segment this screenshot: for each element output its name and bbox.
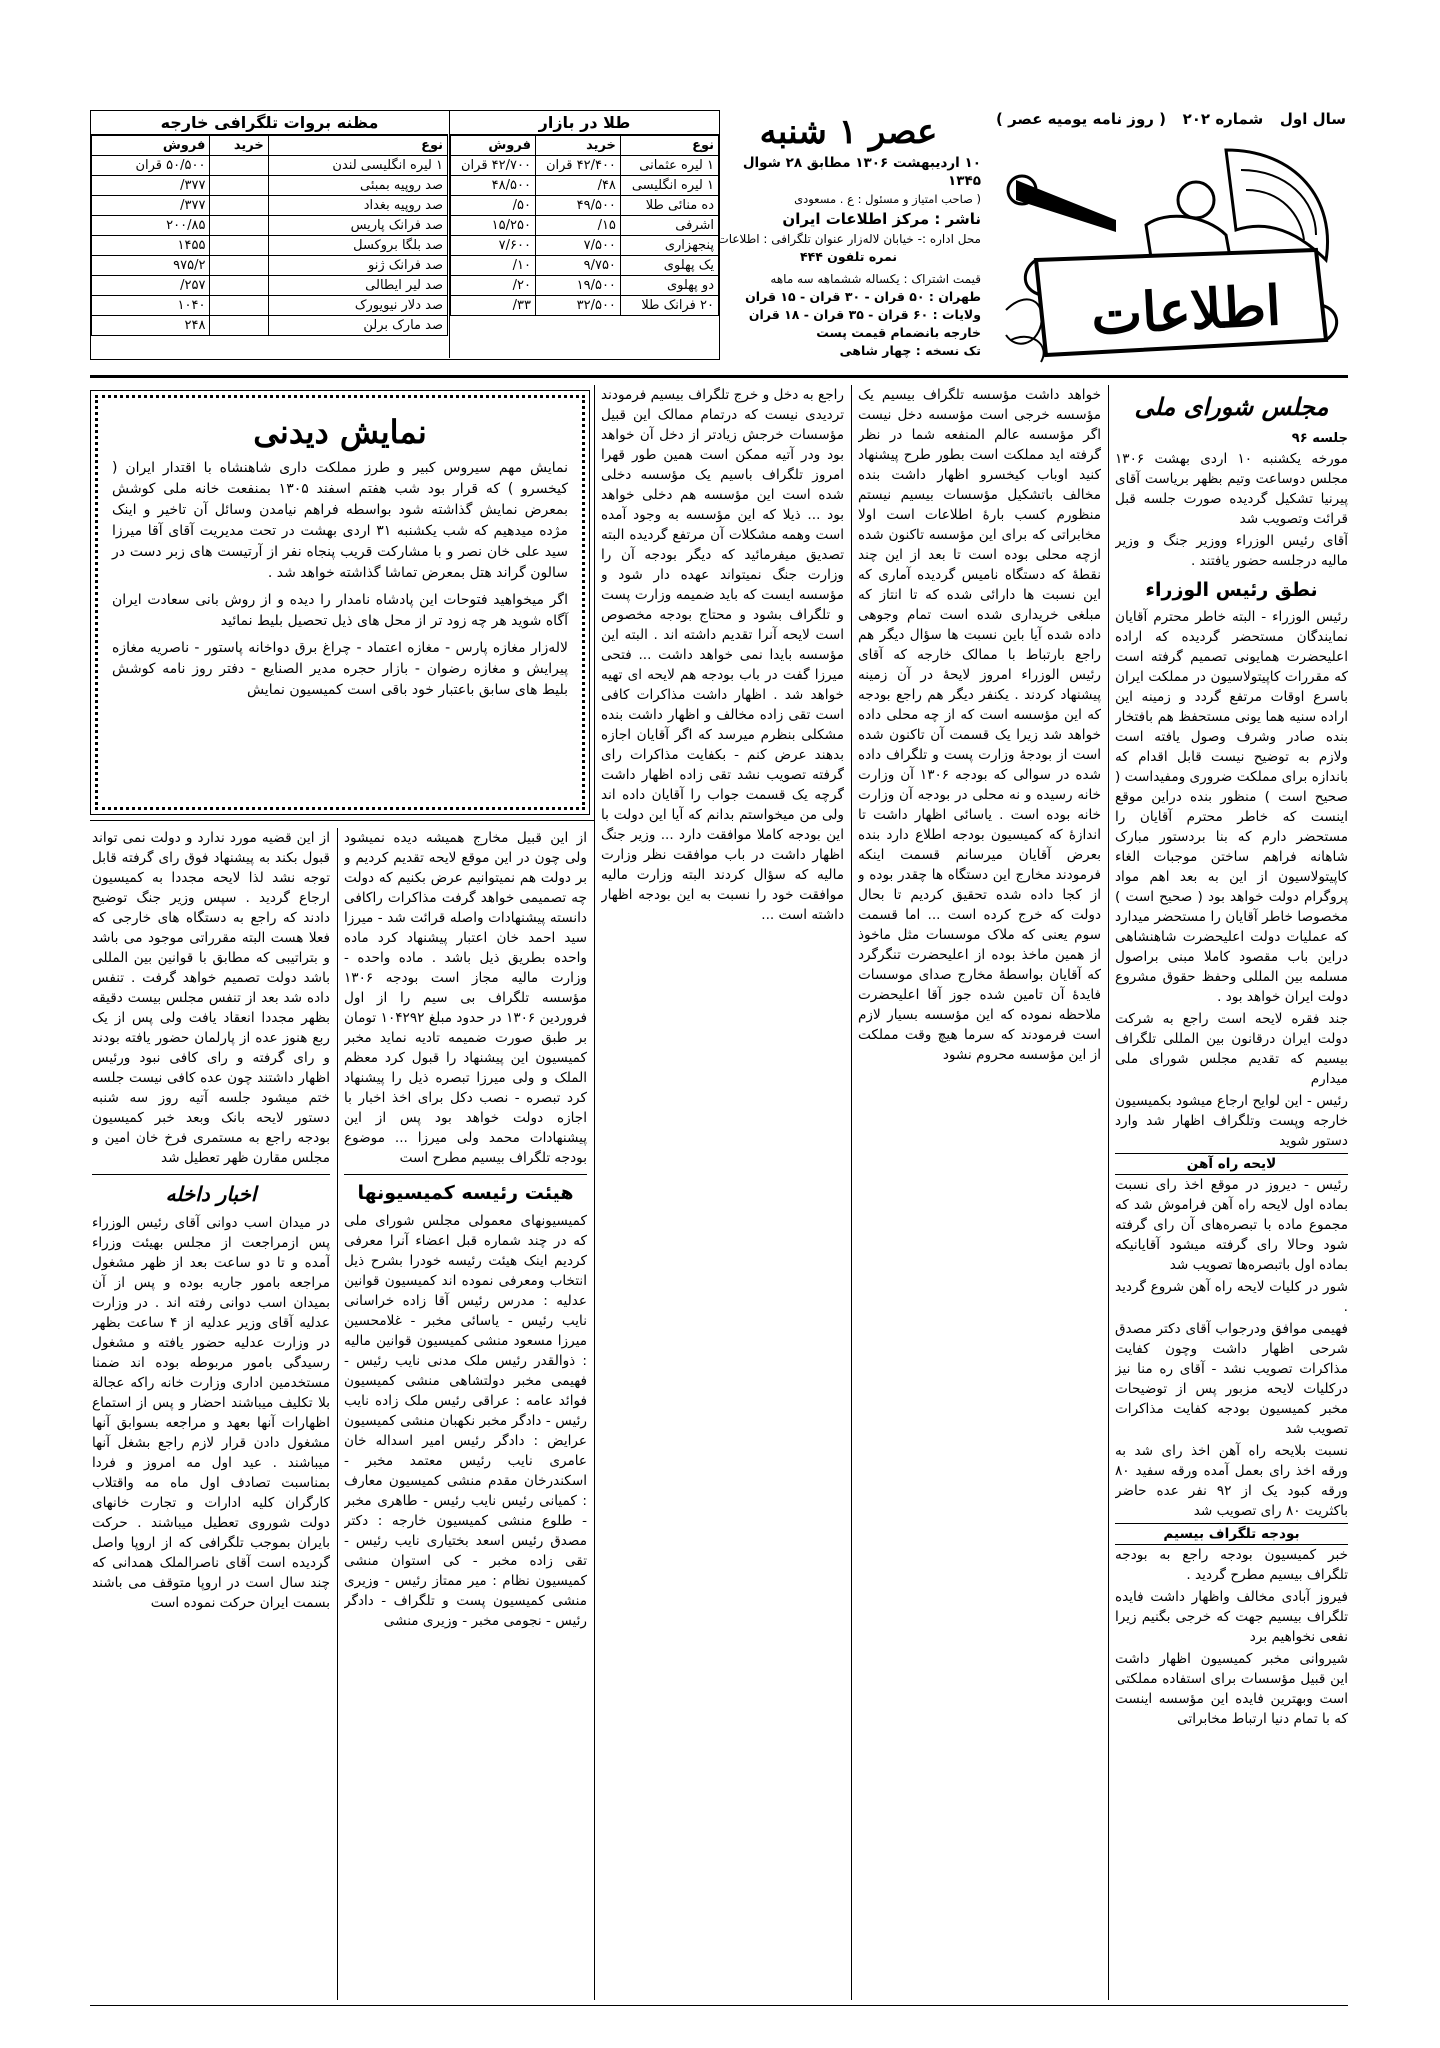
day-title: عصر ۱ شنبه bbox=[759, 112, 938, 152]
domestic-news-title: اخبار داخله bbox=[92, 1174, 330, 1213]
majlis-para: رئیس - دیروز در موقع اخذ رای نسبت بماده اول لایحه راه آهن فراموش شد که مجموع ماده با تبصره‌های آن رای گرفته شود وحالا رای گرفته میشود آقایانیکه بماده اول باتبصره‌ها تصویب شد bbox=[1115, 1177, 1348, 1273]
fx-table bbox=[91, 135, 448, 336]
owner-line: ( صاحب امتیاز و مسئول : ع . مسعودی bbox=[794, 192, 981, 206]
logo-text: اطلاعات bbox=[1089, 273, 1283, 347]
market-tables bbox=[90, 110, 720, 360]
section-divider bbox=[90, 820, 594, 821]
gold-table-cell: ۴۲/۴۰۰ قران bbox=[535, 156, 620, 176]
gold-table-row bbox=[451, 236, 719, 256]
fx-rates-title: مظنه بروات تلگرافی خارجه bbox=[91, 111, 448, 135]
majlis-title: مجلس شورای ملی bbox=[1134, 392, 1329, 421]
fx-table-cell: ۵۰/۵۰۰ قران bbox=[92, 156, 210, 176]
masthead bbox=[90, 110, 1346, 370]
column-5-top-text: از این قضیه مورد ندارد و دولت نمی تواند قبول بکند به پیشنهاد فوق رای گرفته قابل توجه نشد لذا لایحه مجددا به کمیسیون ارجاع گردید . سپس وزیر جنگ توضیح دادند که راجع به دستگاه های خارجی که فعلا هست البته مقرراتی موجود می باشد و بتراتیبی که مطابق با قوانین بین المللی باشد دولت تصمیم خواهد گرفت . تنفس داده شد بعد از تنفس مجلس بیست دقیقه بظهر مجددا انعقاد یافت ولی پس از یک ربع هنوز عده از پارلمان حضور یافته بودند و رای گرفته و رای کافی نبود ورئیس اظهار داشتند چون عده کافی نیست جلسه ختم میشود جلسه آتیه روز سه شنبه دستور لایحه بانک وبعد خبر کمیسیون بودجه راجع به مستمری فرخ خان امین و مجلس مقارن ظهر تعطیل شد bbox=[92, 830, 330, 1166]
majlis-para: مورخه یکشنبه ۱۰ اردی بهشت ۱۳۰۶ مجلس دوساعت وتیم بظهر بریاست آقای پیرنیا تشکیل گردیده صورت جلسه قبل قرائت وتصویب شد bbox=[1115, 451, 1348, 527]
column-rule bbox=[594, 385, 595, 2000]
column-5 bbox=[92, 828, 330, 2000]
pm-speech-title: نطق رئیس الوزراء bbox=[1145, 579, 1318, 601]
fx-table-cell: صد فرانک پاریس bbox=[268, 216, 447, 236]
fx-table-cell: صد روپیه بغداد bbox=[268, 196, 447, 216]
fx-table-cell: ۱ لیره انگلیسی لندن bbox=[268, 156, 447, 176]
fx-table-cell bbox=[210, 156, 268, 176]
majlis-session: جلسه ۹۶ bbox=[1291, 431, 1348, 446]
fx-table-cell: ۱۴۵۵ bbox=[92, 236, 210, 256]
fx-table-cell bbox=[210, 236, 268, 256]
fx-table-cell: صد مارک برلن bbox=[268, 316, 447, 336]
fx-table-cell bbox=[210, 176, 268, 196]
gold-table-header-cell: فروش bbox=[451, 136, 536, 156]
fx-table-cell: ۲۵۷/ bbox=[92, 276, 210, 296]
fx-table-header-cell: خرید bbox=[210, 136, 268, 156]
majlis-para: خبر کمیسیون بودجه راجع به بودجه تلگراف بیسیم مطرح گردید . bbox=[1115, 1547, 1348, 1583]
exhibition-ad bbox=[95, 395, 585, 810]
column-2-text: خواهد داشت مؤسسه تلگراف بیسیم یک مؤسسه خرجی است مؤسسه دخل نیست اگر مؤسسه عالم المنفعه شما در نظر گرفته اید مملکت است بطور طرح پیشنهاد کنید اوباب کیخسرو اظهار داشت بنده مخالف باتشکیل مؤسسات بیسیم نیستم منظورم کسب بارهٔ اطلاعات است اولا مخابراتی که برای این مؤسسه تاکنون شده ازچه محلی بوده است تا بعد از این چند نقطهٔ که دستگاه نامیس گردیده آماری که این نسبت ها دارائی شده که تا انتاز که مبلغی خریداری شده است تمام وجوهی داده شده آیا باین نسبت ها سؤال دیگر هم راجع بارتباط با ممالک خارجه که آقای رئیس الوزراء امروز لایحهٔ در آن زمینه پیشنهاد کردند . یکنفر دیگر هم راجع بودجه که این مؤسسه است که از چه محلی داده خواهد شد زیرا یک قسمت آن تاکنون شده است از بودجهٔ وزارت پست و تلگراف داده شده در سوالی که بودجه ۱۳۰۶ آن وزارت خانه رسیده و نه محلی در بودجه آن وزارت خانه بوده است . یاسائی اظهار داشت تا اندازهٔ که کمیسیون بودجه اطلاع دارد بنده بعرض آقایان میرسانم قسمت اینکه فرمودند مخارج این دستگاه ها چقدر بوده و از کجا داده شده تحقیق کردیم تا بحال دولت که خرج کرده است ... اما قسمت سوم یعنی که ملاک موسسات مثل ماخوذ از همین ماخذ بوده از اعلیحضرت تنگرگرد که آقایان بواسطهٔ مخارج صدای موسسات فایدهٔ آن تامین شده جوز آقا اعلیحضرت ملاحظه نموده که این مؤسسه بسیار لازم است فرمودند که سرما هیچ وقت مملکت از این مؤسسه محروم نشود bbox=[858, 387, 1101, 1063]
fx-table-row bbox=[92, 216, 448, 236]
fx-table-row bbox=[92, 296, 448, 316]
fx-table-cell: صد روپیه بمبئی bbox=[268, 176, 447, 196]
gold-table-cell: ۹/۷۵۰ bbox=[535, 256, 620, 276]
fx-table-row bbox=[92, 176, 448, 196]
column-rule bbox=[1108, 385, 1109, 2000]
gold-table-cell: اشرفی bbox=[620, 216, 718, 236]
gold-table-row bbox=[451, 196, 719, 216]
gold-table-cell: ۱۵/۲۵۰ bbox=[451, 216, 536, 236]
column-3-text: راجع به دخل و خرج تلگراف بیسیم فرمودند تردیدی نیست که درتمام ممالک این قبیل مؤسسات خرجش زیادتر از دخل آن خواهد بود ودر آتیه ممکن است همین طور قهرا امروز تلگراف باسیم یک مؤسسه دخلی شده است این مؤسسه هم دخلی خواهد بود ... ذیلا که این مؤسسه به وجود آمده است وهمه مشکلات آن مرتفع گردیده البته تصدیق میفرمائید که دیگر بودجه آن را وزارت جنگ نمیتواند عهده دار شود و مؤسسه ایست که باید ضمیمه وزارت پست و تلگراف بشود و محتاج بودجه مخصوص است لایحه آنرا تقدیم داشته اند . البته این مؤسسه بایدا نمی خواهد داشت ... فتحی میرزا گفت در باب بودجه هم لایحه ای تهیه خواهد شد . اظهار داشت مذاکرات کافی است تقی زاده مخالف و اظهار داشت بنده مشکلی بنظرم میرسد که اگر آقایان اجازه بدهند عرض کنم - بکفایت مذاکرات رای گرفته تصویب نشد تقی زاده اظهار داشت گرچه یک قسمت جواب را آقایان داده اند ولی من میخواستم بدانم که آیا این دولت با این بودجه کاملا موافقت دارد ... وزیر جنگ اظهار داشت در باب موافقت نظر وزارت مالیه که سؤال کردند البته وزارت مالیه موافقت خود را نسبت به این بودجه اظهار داشته است ... bbox=[601, 387, 844, 923]
majlis-para: آقای رئیس الوزراء ووزیر جنگ و وزیر مالیه درجلسه حضور یافتند . bbox=[1115, 533, 1348, 569]
fx-table-row bbox=[92, 156, 448, 176]
date-line: ۱۰ اردیبهشت ۱۳۰۶ مطابق ۲۸ شوال ۱۳۴۵ bbox=[742, 155, 981, 189]
abroad-price: خارجه بانضمام قیمت پست bbox=[816, 325, 981, 340]
phone-line: نمره تلفون ۴۴۴ bbox=[799, 249, 898, 264]
gold-table-cell: پنجهزاری bbox=[620, 236, 718, 256]
exhibition-para: لاله‌زار مغازه پارس - مغازه اعتماد - چراغ برق دواخانه پاستور - ناصریه مغازه پیرایش و مغازه رضوان - بازار حجره مدیر الصنایع - دفتر روز نامه کوشش بلیط های سابق باعتبار خود باقی است کمیسیون نمایش bbox=[112, 640, 568, 698]
masthead-divider bbox=[90, 375, 1348, 378]
logo bbox=[996, 140, 1346, 365]
majlis-para: جند فقره لایحه است راجع به شرکت دولت ایران درقانون بین المللی تلگراف بیسیم که تقدیم مجلس شورای ملی میدارم bbox=[1115, 1011, 1348, 1087]
fx-table-row bbox=[92, 196, 448, 216]
gold-table-cell: ۴۸/ bbox=[535, 176, 620, 196]
fx-table-cell: صد بلگا بروکسل bbox=[268, 236, 447, 256]
year-label: سال اول bbox=[1279, 110, 1346, 128]
majlis-para: فیروز آبادی مخالف واظهار داشت فایده تلگراف بیسیم جهت که خرجی بگنیم زیرا نفعی نخواهیم برد bbox=[1115, 1589, 1348, 1645]
majlis-para: شور در کلیات لایحه راه آهن شروع گردید . bbox=[1115, 1279, 1348, 1315]
daily-label: ( روز نامه یومیه عصر ) bbox=[996, 110, 1166, 128]
fx-table-cell bbox=[210, 316, 268, 336]
gold-table-row bbox=[451, 296, 719, 316]
gold-table-cell: ۴۸/۵۰۰ bbox=[451, 176, 536, 196]
gold-table-cell: ۱۵/ bbox=[535, 216, 620, 236]
majlis-para: فهیمی موافق ودرجواب آقای دکتر مصدق شرحی اظهار داشت وچون کفایت مذاکرات تصویب نشد - آقای ره منا نیز درکلیات لایحه مزبور پس از توضیحات مخبر کمیسیون بودجه کفایت مذاکرات تصویب شد bbox=[1115, 1321, 1348, 1437]
gold-table-cell: ۱۰/ bbox=[451, 256, 536, 276]
gold-table-cell: ۴۲/۷۰۰ قران bbox=[451, 156, 536, 176]
majlis-para: رئیس - این لوایح ارجاع میشود بکمیسیون خارجه وپست وتلگراف اظهار شد وارد دستور شوید bbox=[1115, 1093, 1348, 1149]
fx-table-cell bbox=[210, 196, 268, 216]
publisher-line: ناشر : مرکز اطلاعات ایران bbox=[782, 210, 981, 228]
fx-table-cell: ۱۰۴۰ bbox=[92, 296, 210, 316]
fx-table-cell bbox=[210, 296, 268, 316]
provinces-price: ولایات : ۶۰ قران - ۳۵ قران - ۱۸ قران bbox=[748, 307, 981, 322]
address-line: محل اداره :- خیابان لاله‌زار عنوان تلگرافی : اطلاعات bbox=[717, 232, 981, 246]
fx-table-cell: ۳۷۷/ bbox=[92, 196, 210, 216]
column-4-top-text: از این قبیل مخارج همیشه دیده نمیشود ولی چون در این موقع لایحه تقدیم کردیم و بر دولت هم نمیتوانیم عرض بکنیم که دولت چه تصمیمی خواهد گرفت مذاکرات راکافی دانسته پیشنهادات واصله قرائت شد - میرزا سید احمد خان اعتبار پیشنهاد کرد ماده واحده بطریق ذیل باشد . ماده واحده - وزارت مالیه مجاز است بودجه ۱۳۰۶ مؤسسه تلگراف بی سیم را از اول فروردین ۱۳۰۶ در حدود مبلغ ۱۰۴۲۹۲ تومان بر طبق صورت ضمیمه تادیه نماید مخبر کمیسیون این پیشنهاد را قبول کرد معظم الملک و ولی میرزا تبصره ذیل را پیشنهاد کرد تبصره - نصب دکل برای اخذ اخبار با اجازه دولت خواهد بود پس از این پیشنهادات محمد ولی میرزا ... موضوع بودجه تلگراف بیسیم مطرح است bbox=[344, 830, 587, 1166]
fx-table-row bbox=[92, 276, 448, 296]
commissions-text: کمیسیونهای معمولی مجلس شورای ملی که در چند شماره قبل اعضاء آنرا معرفی کردیم اینک هیئت رئیسه خودرا بشرح ذیل انتخاب ومعرفی نموده اند کمیسیون قوانین عدلیه : مدرس رئیس آقا زاده خراسانی نایب رئیس - یاسائی مخبر - غلامحسین میرزا مسعود منشی کمیسیون قوانین مالیه : ذوالقدر رئیس ملک مدنی نایب رئیس - فهیمی مخبر دولتشاهی منشی کمیسیون فوائد عامه : عراقی رئیس ملک زاده نایب رئیس - دادگر مخبر نکهبان منشی کمیسیون عرایض : دادگر رئیس امیر اسداله خان عامری نایب رئیس معتمد مخبر - اسکندرخان مقدم منشی کمیسیون معارف : کمیانی رئیس نایب رئیس - طاهری مخبر - طلوع منشی کمیسیون خارجه : دکتر مصدق رئیس اسعد بختیاری نایب رئیس - تقی زاده مخبر - کی استوان منشی کمیسیون نظام : میر ممتاز رئیس - وزیری منشی کمیسیون پست و تلگراف - دادگر رئیس - نجومی مخبر - وزیری منشی bbox=[344, 1213, 587, 1629]
gold-table-row bbox=[451, 256, 719, 276]
gold-table-row bbox=[451, 176, 719, 196]
gold-table-cell: ۴۹/۵۰۰ bbox=[535, 196, 620, 216]
column-4 bbox=[344, 828, 587, 2000]
gold-table-cell: ۷/۵۰۰ bbox=[535, 236, 620, 256]
commissions-title: هیئت رئیسه کمیسیونها bbox=[344, 1174, 587, 1211]
gold-table-cell: ۲۰/ bbox=[451, 276, 536, 296]
gold-table-cell: ۷/۶۰۰ bbox=[451, 236, 536, 256]
column-rule bbox=[337, 828, 338, 2000]
railway-bill-title: لایحه راه آهن bbox=[1115, 1153, 1348, 1175]
fx-table-cell bbox=[210, 256, 268, 276]
fx-table-cell bbox=[210, 216, 268, 236]
gold-table bbox=[450, 135, 719, 316]
exhibition-title: نمایش دیدنی bbox=[253, 413, 427, 451]
issue-label: شماره ۲۰۲ bbox=[1182, 110, 1264, 128]
gold-table-cell: دو پهلوی bbox=[620, 276, 718, 296]
fx-table-header-cell: فروش bbox=[92, 136, 210, 156]
gold-table-cell: ده منائی طلا bbox=[620, 196, 718, 216]
gold-table-row bbox=[451, 276, 719, 296]
gold-table-cell: یک پهلوی bbox=[620, 256, 718, 276]
fx-table-cell: ۲۰۰/۸۵ bbox=[92, 216, 210, 236]
subscription-header: قیمت اشتراک : یکساله ششماهه سه ماهه bbox=[770, 272, 981, 286]
gold-table-cell: ۱ لیره انگلیسی bbox=[620, 176, 718, 196]
fx-table-cell: صد لیر ایطالی bbox=[268, 276, 447, 296]
fx-table-header-cell: نوع bbox=[268, 136, 447, 156]
exhibition-para: اگر میخواهید فتوحات این پادشاه نامدار را دیده و از روش بانی سعادت ایران آگاه شوید هر چه زود تر از محل های ذیل تحصیل بلیط نمائید bbox=[112, 592, 568, 629]
wireless-budget-title: بودجه تلگراف بیسیم bbox=[1115, 1523, 1348, 1545]
majlis-column bbox=[1115, 385, 1348, 2000]
gold-table-row bbox=[451, 156, 719, 176]
gold-market-table bbox=[449, 111, 719, 358]
gold-table-cell: ۱ لیره عثمانی bbox=[620, 156, 718, 176]
fx-rates-table bbox=[91, 111, 448, 358]
gold-table-row bbox=[451, 216, 719, 236]
gold-table-cell: ۵۰/ bbox=[451, 196, 536, 216]
exhibition-para: نمایش مهم سیروس کبیر و طرز مملکت داری شاهنشاه با اقتدار ایران ( کیخسرو ) که قرار بود شب هفتم اسفند ۱۳۰۵ بمنفعت خانه ملی کوشش بمعرض نمایش گذاشته شود بواسطه فراهم نیامدن وسائل آن تاخیر و اینک مژده میدهیم که شب یکشنبه ۳۱ اردی بهشت در تحت مدیریت آقای آقا میرزا سید علی خان نصر و با مشارکت قریب پنجاه نفر از آرتیست های زبر دست در سالون گراند هتل بمعرض تماشا گذاشته خواهد شد . bbox=[112, 460, 569, 581]
gold-table-cell: ۱۹/۵۰۰ bbox=[535, 276, 620, 296]
fx-table-cell: ۳۷۷/ bbox=[92, 176, 210, 196]
gold-table-header-cell: نوع bbox=[620, 136, 718, 156]
gold-table-header-cell: خرید bbox=[535, 136, 620, 156]
majlis-para: نسبت بلایحه راه آهن اخذ رای شد به ورقه اخذ رای بعمل آمده ورقه سفید ۸۰ ورقه کبود یک از ۹۲ نفر عده حاضر باکثریت ۸۰ رای تصویب شد bbox=[1115, 1443, 1348, 1519]
publication-info bbox=[716, 110, 981, 365]
fx-table-cell: ۹۷۵/۲ bbox=[92, 256, 210, 276]
fx-table-row bbox=[92, 316, 448, 336]
fx-table-cell bbox=[210, 276, 268, 296]
column-3 bbox=[601, 385, 844, 2000]
majlis-para: شیروانی مخبر کمیسیون اظهار داشت این قبیل مؤسسات برای استفاده مملکتی است وبهترین فایده این مؤسسه اینست که با تمام دنیا ارتباط مخابراتی bbox=[1115, 1651, 1348, 1727]
majlis-para: رئیس الوزراء - البته خاطر محترم آقایان نمایندگان مستحضر گردیده که اراده اعلیحضرت همایونی تصمیم گرفته است که مقررات کاپیتولاسیون در مملکت ایران باسرع اوقات مرتفع گردد و زمینه این اراده سنیه هما یونی مستحفظ هم بافتخار بنده صادر وشرف وصول یافته است ولازم به توضیح نیست قابل اقدام که باندازه برای مملکت ضروری ومفیداست ( صحیح است ) منظور بنده دراین موقع اینست که خاطر محترم آقایان را مستحضر دارم که بنا بردستور مبارک شاهانه فراهم ساختن موجبات الغاء کاپیتولاسیون از این به بعد اهم مواد پروگرام دولت خواهد بود ( صحیح است ) مخصوصا خاطر آقایان را مستحضر میدارد که عملیات دولت اعلیحضرت شاهنشاهی دراین باب مقصود کاملا مبنی براصول مسلمه بین المللی وحفظ حقوق مشروع دولت ایران خواهد بود . bbox=[1115, 609, 1348, 1005]
column-rule bbox=[851, 385, 852, 2000]
fx-table-row bbox=[92, 256, 448, 276]
page-bottom-rule bbox=[90, 2005, 1348, 2006]
gold-table-cell: ۳۲/۵۰۰ bbox=[535, 296, 620, 316]
fx-table-cell: صد دلار نیویورک bbox=[268, 296, 447, 316]
fx-table-cell: ۲۴۸ bbox=[92, 316, 210, 336]
tehran-price: طهران : ۵۰ قران - ۳۰ قران - ۱۵ قران bbox=[745, 289, 981, 304]
gold-table-cell: ۳۳/ bbox=[451, 296, 536, 316]
fx-table-cell: صد فرانک ژنو bbox=[268, 256, 447, 276]
column-2 bbox=[858, 385, 1101, 2000]
domestic-news-text: در میدان اسب دوانی آقای رئیس الوزراء پس ازمراجعت از مجلس بهیئت وزراء آمده و تا دو ساعت بعد از ظهر مشغول مراجعه بامور جاریه بوده و پس از آن بمیدان اسب دوانی رفته اند . در وزارت عدلیه آقای وزیر عدلیه از ۴ ساعت بظهر در وزارت عدلیه حضور یافته و مشغول رسیدگی بامور مربوطه بوده اند ضمنا مستخدمین اداری وزارت خانه راکه عجالة بلا تکلیف میباشند احضار و پس از استماع اظهارات آنها بعهد و مراجعه بسوابق آنها مشغول دادن قرار لازم راجع بشغل آنها میباشند . عید اول مه امروز و فردا بمناسبت تصادف اول ماه مه واقتلاب کارگران کلیه ادارات و تجارت خانهای دولت شوروی تعطیل میباشند . حرکت بایران بموجب تلگرافی که از اروپا واصل گردیده است آقای ناصرالملک همدانی که چند سال است در اروپا متوقف می باشند بسمت ایران حرکت نموده است bbox=[92, 1215, 330, 1611]
gold-table-cell: ۲۰ فرانک طلا bbox=[620, 296, 718, 316]
masthead-top-line bbox=[996, 110, 1346, 136]
fx-table-row bbox=[92, 236, 448, 256]
single-copy: تک نسخه : چهار شاهی bbox=[839, 343, 981, 358]
gold-market-title: طلا در بازار bbox=[450, 111, 719, 135]
